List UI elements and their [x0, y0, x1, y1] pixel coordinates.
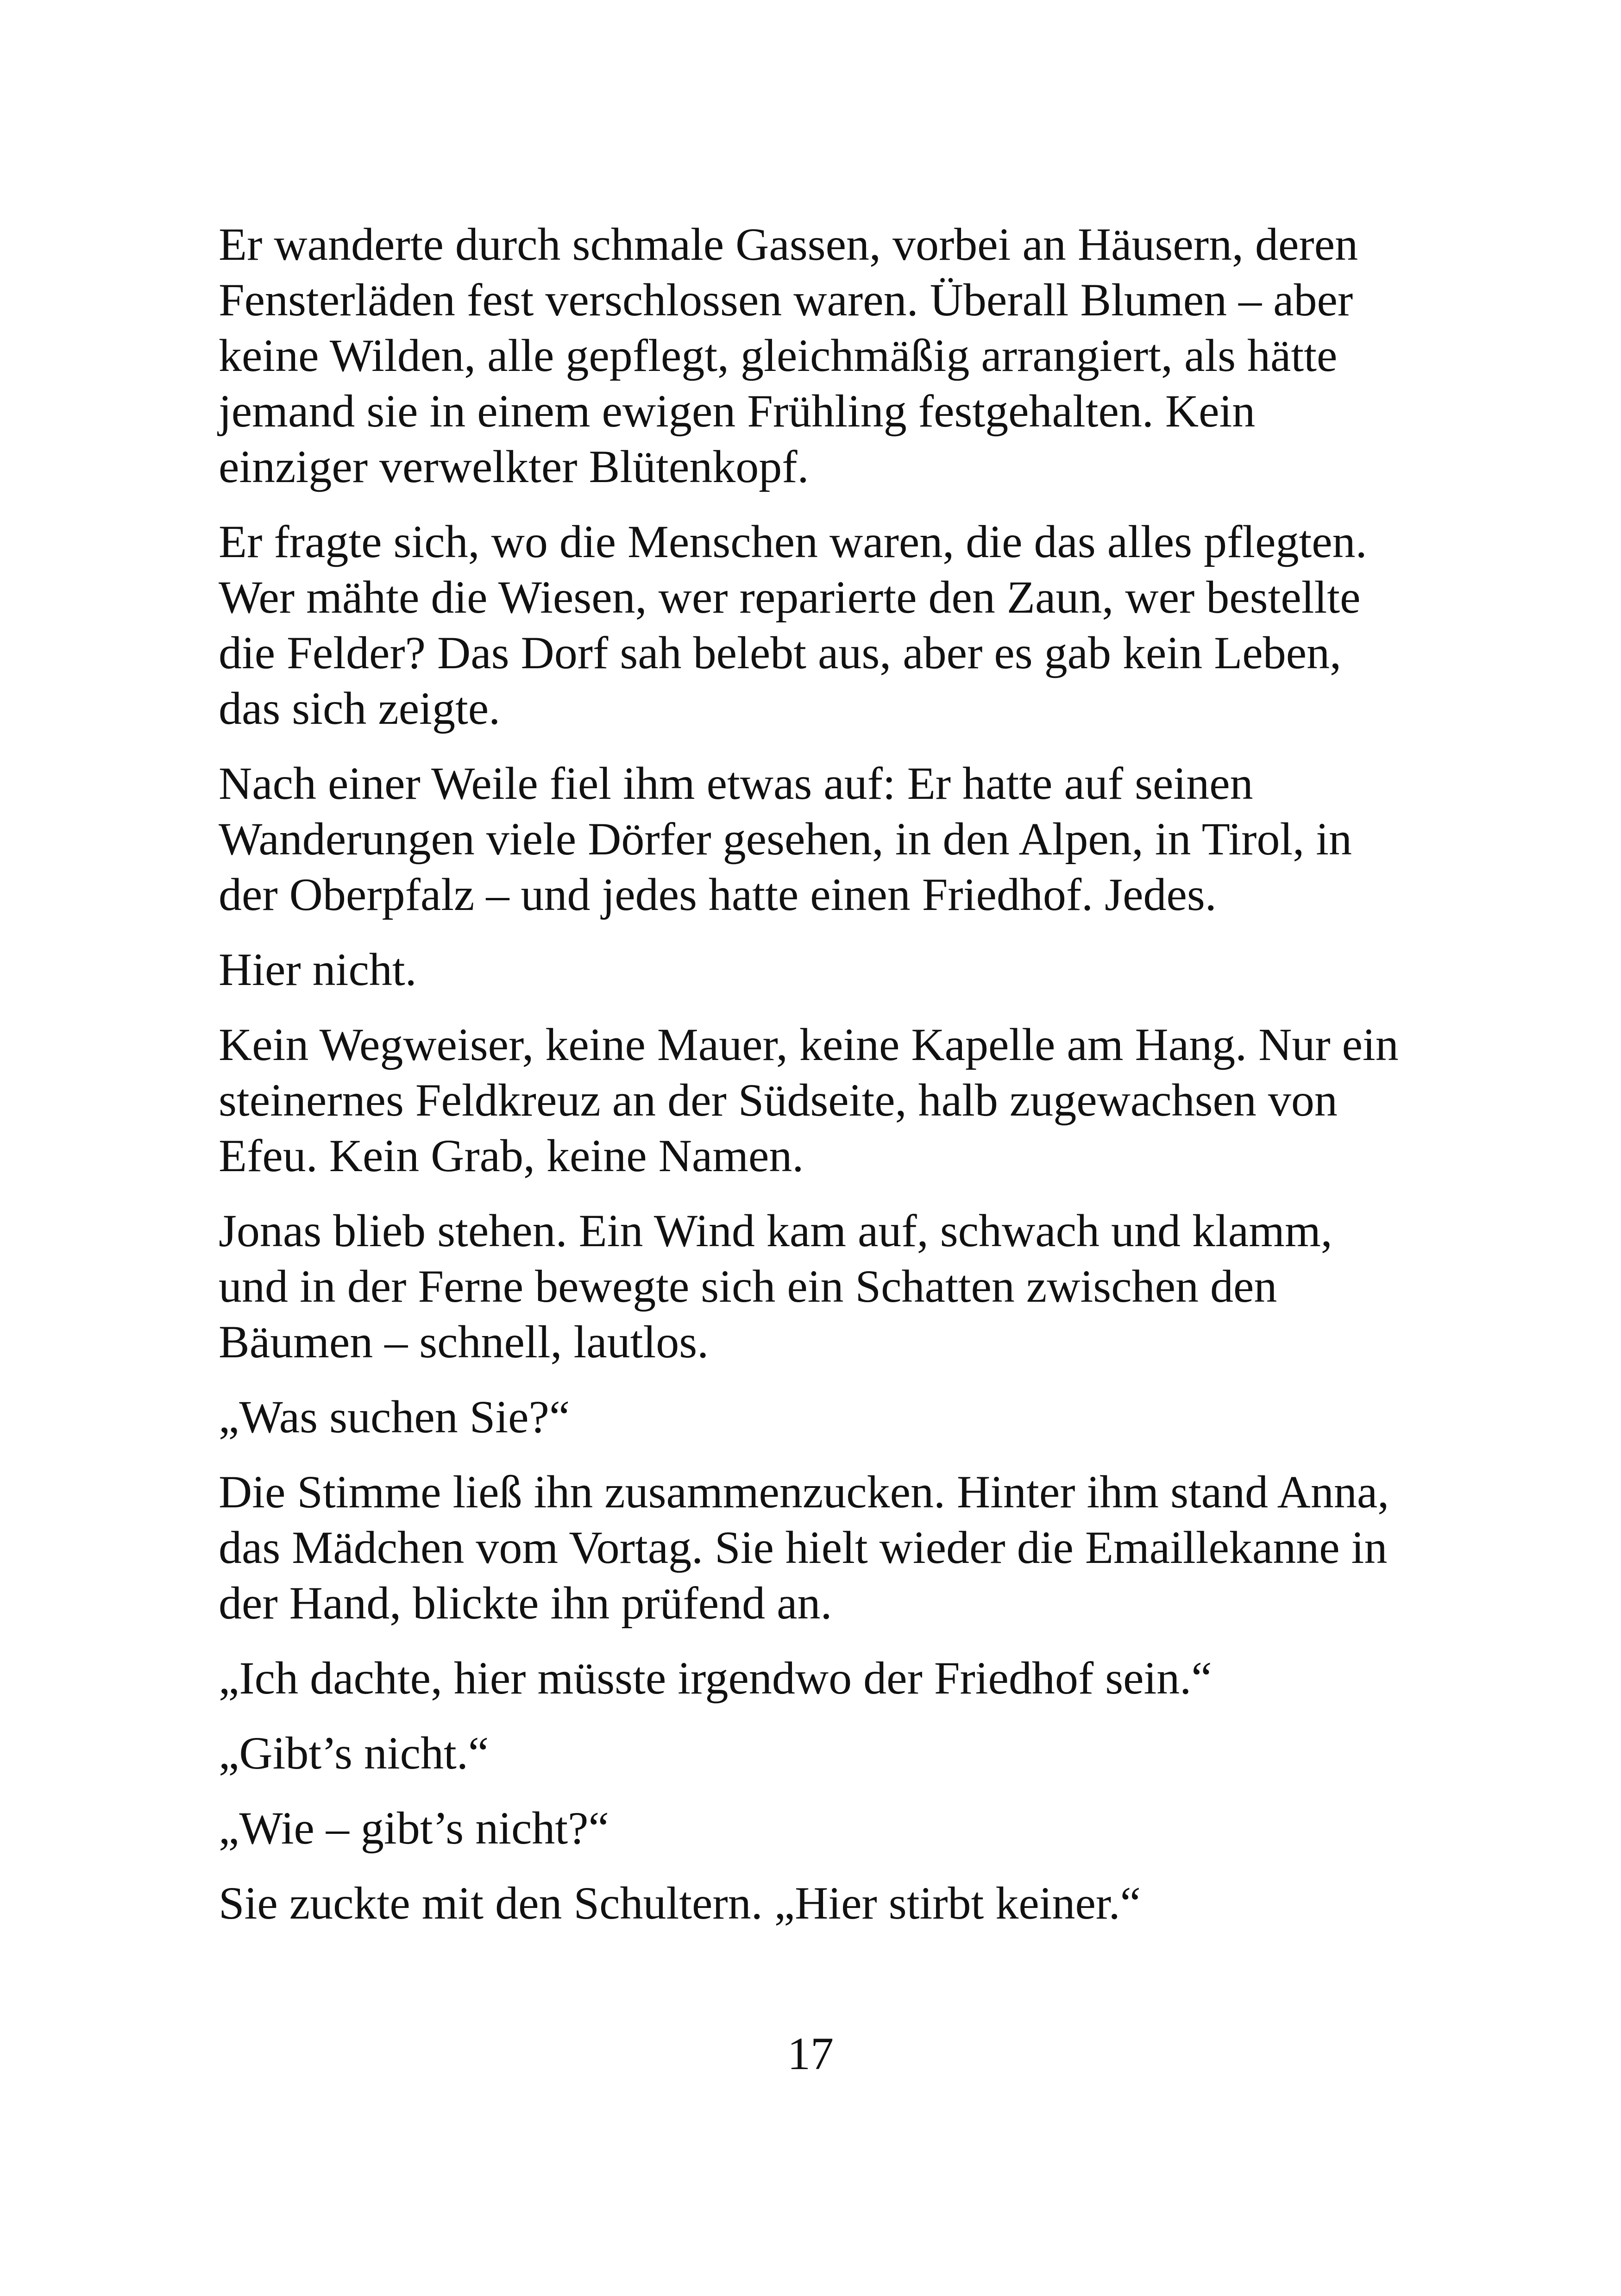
text-line: Er wanderte durch schmale Gassen, vorbei an Häusern, deren: [219, 219, 1358, 270]
text-line: Wanderungen viele Dörfer gesehen, in den Alpen, in Tirol, in: [219, 813, 1352, 865]
text-line: einziger verwelkter Blütenkopf.: [219, 441, 809, 492]
text-line: Er fragte sich, wo die Menschen waren, die das alles pflegten.: [219, 516, 1367, 567]
text-line: jemand sie in einem ewigen Frühling festgehalten. Kein: [219, 385, 1256, 437]
text-line: „Wie – gibt’s nicht?“: [219, 1802, 609, 1854]
text-line: und in der Ferne bewegte sich ein Schatten zwischen den: [219, 1261, 1277, 1312]
paragraph: [219, 1017, 1432, 1184]
text-line: der Oberpfalz – und jedes hatte einen Friedhof. Jedes.: [219, 869, 1217, 920]
paragraph: [219, 1389, 1432, 1445]
body-text: [219, 217, 1432, 1951]
text-line: steinernes Feldkreuz an der Südseite, halb zugewachsen von: [219, 1074, 1338, 1126]
text-line: der Hand, blickte ihn prüfend an.: [219, 1577, 832, 1629]
paragraph: [219, 217, 1432, 495]
paragraph: [219, 1203, 1432, 1370]
paragraph: [219, 1650, 1432, 1706]
paragraph: [219, 1800, 1432, 1856]
text-line: Bäumen – schnell, lautlos.: [219, 1316, 709, 1368]
text-line: „Gibt’s nicht.“: [219, 1727, 489, 1779]
paragraph: [219, 514, 1432, 736]
paragraph: [219, 1725, 1432, 1781]
text-line: das Mädchen vom Vortag. Sie hielt wieder die Emaillekanne in: [219, 1522, 1388, 1573]
paragraph: [219, 1876, 1432, 1931]
text-line: Sie zuckte mit den Schultern. „Hier stirbt keiner.“: [219, 1877, 1141, 1929]
text-line: Wer mähte die Wiesen, wer reparierte den Zaun, wer bestellte: [219, 571, 1361, 623]
text-line: Efeu. Kein Grab, keine Namen.: [219, 1130, 804, 1181]
text-line: Die Stimme ließ ihn zusammenzucken. Hinter ihm stand Anna,: [219, 1466, 1389, 1518]
text-line: das sich zeigte.: [219, 683, 501, 734]
paragraph: [219, 942, 1432, 997]
paragraph: [219, 1464, 1432, 1631]
text-line: die Felder? Das Dorf sah belebt aus, aber es gab kein Leben,: [219, 627, 1342, 678]
text-line: keine Wilden, alle gepflegt, gleichmäßig arrangiert, als hätte: [219, 330, 1338, 381]
text-line: „Ich dachte, hier müsste irgendwo der Friedhof sein.“: [219, 1652, 1212, 1704]
text-line: Jonas blieb stehen. Ein Wind kam auf, schwach und klamm,: [219, 1205, 1332, 1256]
text-line: Kein Wegweiser, keine Mauer, keine Kapelle am Hang. Nur ein: [219, 1019, 1399, 1070]
text-line: „Was suchen Sie?“: [219, 1391, 570, 1443]
page-number: 17: [787, 2028, 834, 2079]
paragraph: [219, 756, 1432, 922]
text-line: Hier nicht.: [219, 944, 417, 995]
text-line: Nach einer Weile fiel ihm etwas auf: Er hatte auf seinen: [219, 758, 1253, 809]
text-line: Fensterläden fest verschlossen waren. Überall Blumen – aber: [219, 274, 1353, 326]
